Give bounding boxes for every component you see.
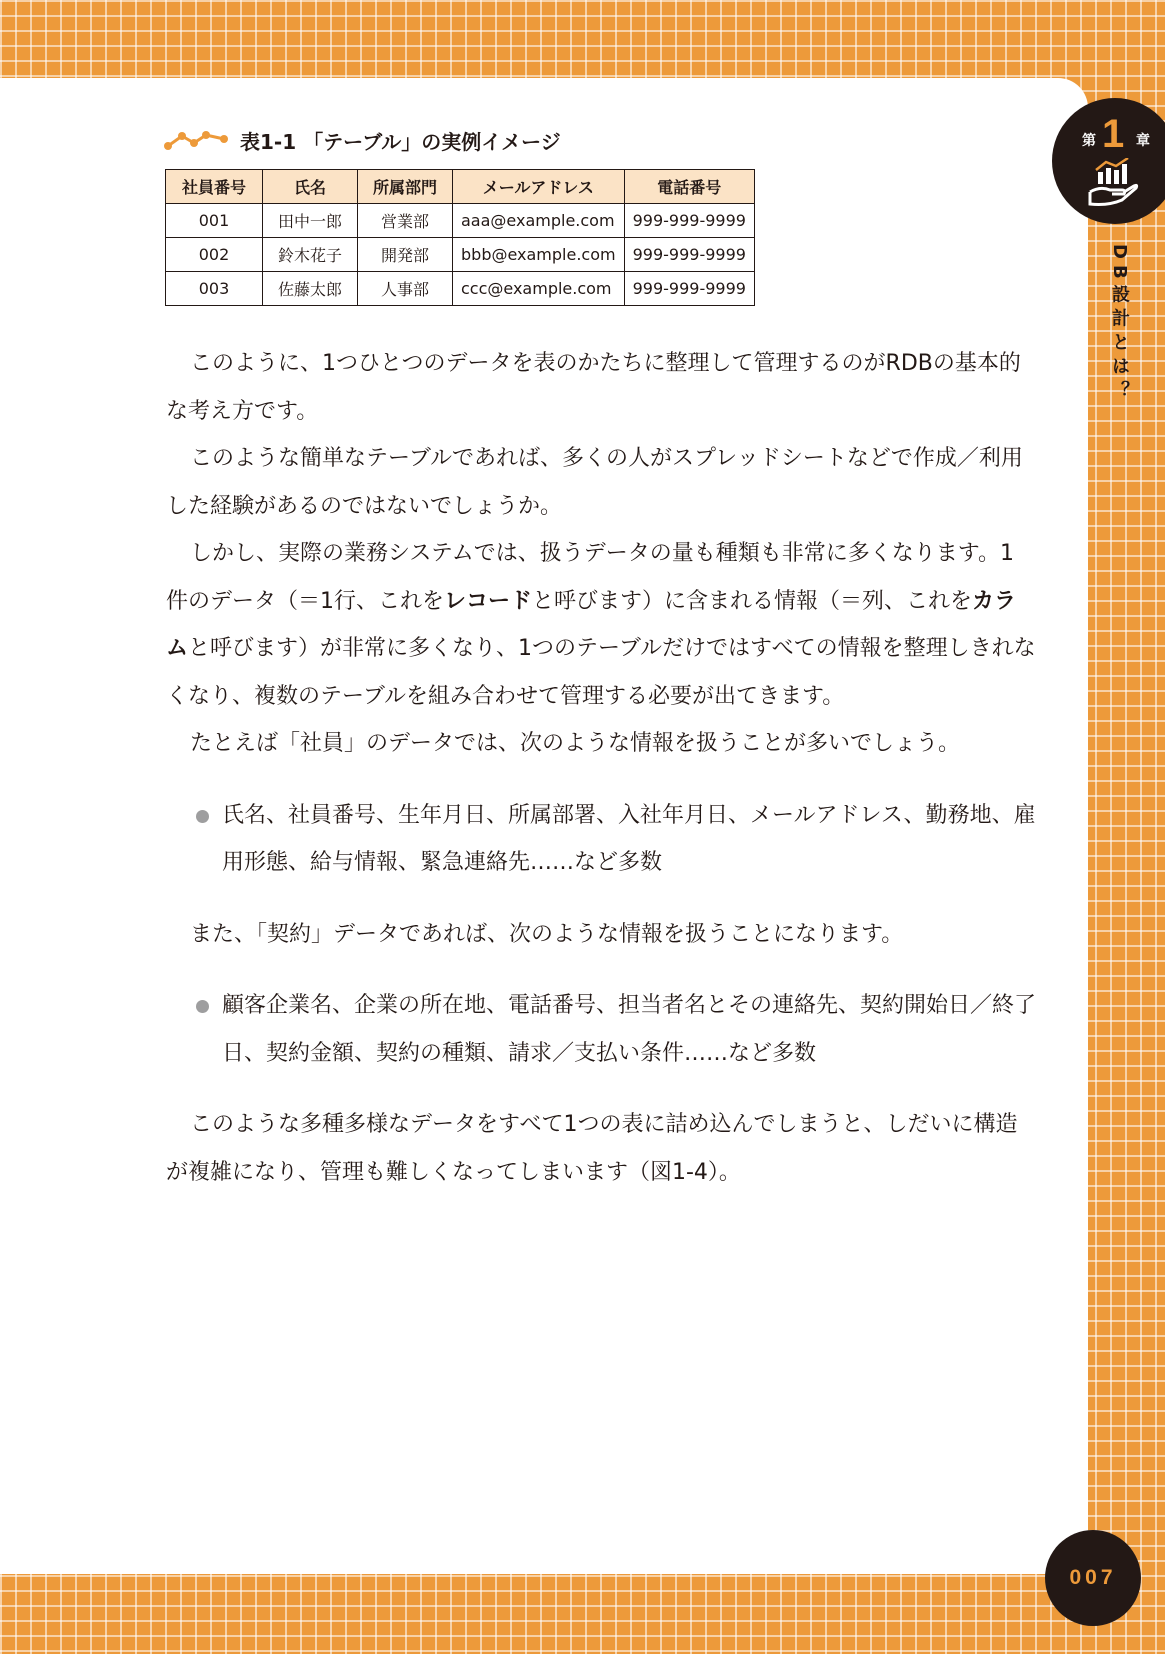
paragraph: また、「契約」データであれば、次のような情報を扱うことになります。 (190, 921, 904, 947)
text-run: と呼びます）が非常に多くなり、1つのテーブルだけではすべての情報を整理しきれなくなり、複数のテーブルを組み合わせて管理する必要が出てきます。 (166, 636, 1036, 709)
paragraph: たとえば「社員」のデータでは、次のような情報を扱うことが多いでしょう。 (190, 731, 961, 756)
col-header: 所属部門 (358, 170, 453, 204)
paragraph: このような簡単なテーブルであれば、多くの人がスプレッドシートなどで作成／利用した経験があるのではないでしょうか。 (166, 446, 1023, 519)
table-cell: 人事部 (358, 272, 453, 306)
text-run: しかし、実際の業務システムでは、扱うデータの量も種類も非常に多くなります。1件のデータ（＝1行、これを (166, 541, 1015, 614)
table-caption-text: 表1-1 「テーブル」の実例イメージ (240, 130, 561, 154)
table-cell: 999-999-9999 (624, 272, 754, 306)
table-caption (164, 126, 561, 155)
table-cell: 003 (166, 272, 263, 306)
table-cell: 営業部 (358, 204, 453, 238)
list-item: 顧客企業名、企業の所在地、電話番号、担当者名とその連絡先、契約開始日／終了日、契約金額、契約の種類、請求／支払い条件……など多数 (166, 982, 1036, 1077)
chapter-title-vertical: DB設計とは？ (1109, 244, 1130, 405)
col-header: 氏名 (263, 170, 358, 204)
table-cell: ccc@example.com (453, 272, 625, 306)
paragraph: このような多種多様なデータをすべて1つの表に詰め込んでしまうと、しだいに構造が複雑になり、管理も難しくなってしまいます（図1-4）。 (166, 1112, 1018, 1185)
line-chart-icon (164, 131, 230, 151)
chapter-number: 1 (1102, 112, 1125, 156)
paragraph: このように、1つひとつのデータを表のかたちに整理して管理するのがRDBの基本的な考え方です。 (166, 351, 1021, 424)
col-header: メールアドレス (453, 170, 625, 204)
term-column: カラム (166, 588, 1017, 661)
bullet-list (166, 792, 1036, 887)
table-row (166, 238, 755, 272)
page-number: 007 (1045, 1530, 1141, 1626)
text-run: と呼びます）に含まれる情報（＝列、これを (532, 588, 973, 614)
table-cell: bbb@example.com (453, 238, 625, 272)
term-record: レコード (444, 588, 533, 614)
table-cell: 999-999-9999 (624, 238, 754, 272)
table-row (166, 272, 755, 306)
chapter-prefix: 第 (1082, 133, 1096, 149)
table-cell: 田中一郎 (263, 204, 358, 238)
table-cell: 002 (166, 238, 263, 272)
chapter-suffix: 章 (1136, 133, 1150, 149)
col-header: 電話番号 (624, 170, 754, 204)
col-header: 社員番号 (166, 170, 263, 204)
table-cell: aaa@example.com (453, 204, 625, 238)
chart-hand-icon (1088, 158, 1140, 208)
table-cell: 開発部 (358, 238, 453, 272)
table-cell: 999-999-9999 (624, 204, 754, 238)
table-header-row (166, 170, 755, 204)
bullet-list (166, 982, 1036, 1077)
list-item: 氏名、社員番号、生年月日、所属部署、入社年月日、メールアドレス、勤務地、雇用形態、給与情報、緊急連絡先……など多数 (166, 792, 1036, 887)
paragraph (166, 530, 1036, 720)
table-cell: 001 (166, 204, 263, 238)
table-cell: 鈴木花子 (263, 238, 358, 272)
table-cell: 佐藤太郎 (263, 272, 358, 306)
table-row (166, 204, 755, 238)
employee-table (165, 169, 755, 306)
body-text (166, 340, 1036, 1196)
